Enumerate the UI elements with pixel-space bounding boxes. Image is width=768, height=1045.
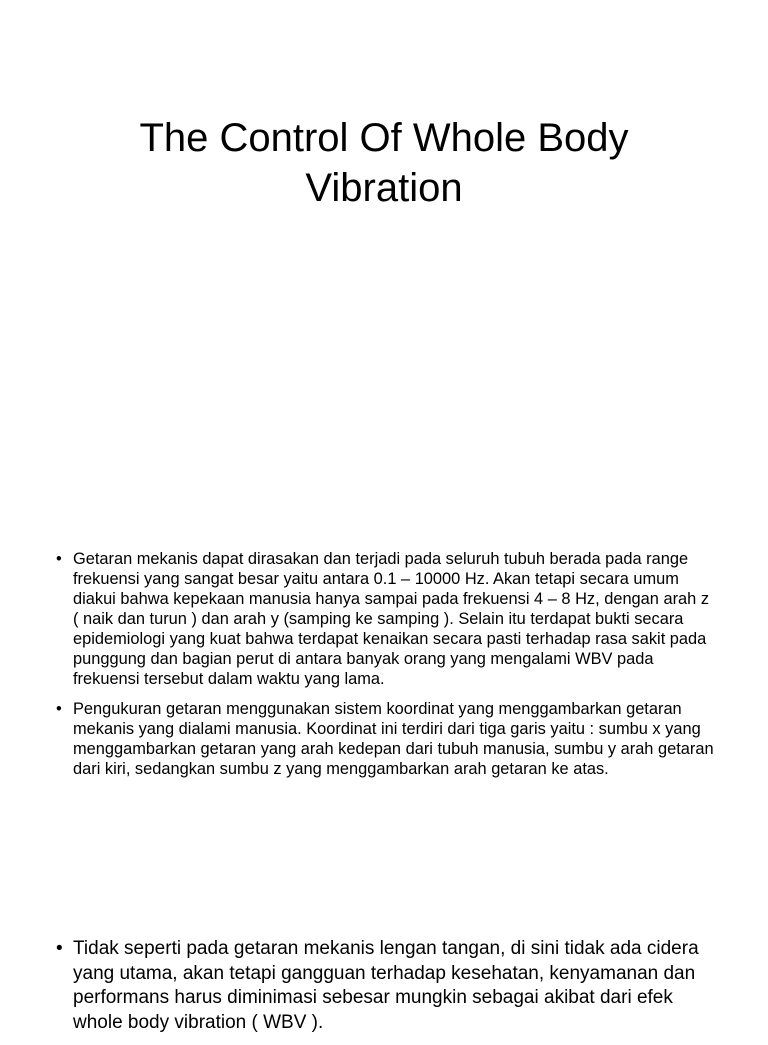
- bullet-list: [56, 937, 716, 1045]
- bullet-text: Tidak seperti pada getaran mekanis lengan tangan, di sini tidak ada cidera yang utama, akan tetapi gangguan terhadap kesehatan, kenyamanan dan performans harus diminimasi sebesar mungkin sebagai akibat dari efek whole body vibration ( WBV ).: [73, 938, 699, 1033]
- slide-title: The Control Of Whole Body Vibration: [139, 116, 629, 210]
- bullet-item: [56, 549, 716, 689]
- bullet-text: Getaran mekanis dapat dirasakan dan terjadi pada seluruh tubuh berada pada range frekuensi yang sangat besar yaitu antara 0.1 – 10000 Hz. Akan tetapi secara umum diakui bahwa kepekaan manusia hanya sampai pada frekuensi 4 – 8 Hz, dengan arah z ( naik dan turun ) dan arah y (samping ke samping ). Selain itu terdapat bukti secara epidemiologi yang kuat bahwa terdapat kenaikan secara pasti terhadap rasa sakit pada punggung dan bagian perut di antara banyak orang yang mengalami WBV pada frekuensi tersebut dalam waktu yang lama.: [73, 550, 710, 688]
- bullet-text: Pengukuran getaran menggunakan sistem koordinat yang menggambarkan getaran mekanis yang dialami manusia. Koordinat ini terdiri dari tiga garis yaitu : sumbu x yang menggambarkan getaran yang arah kedepan dari tubuh manusia, sumbu y arah getaran dari kiri, sedangkan sumbu z yang menggambarkan arah getaran ke atas.: [73, 700, 714, 778]
- bullet-list: [56, 549, 716, 789]
- bullet-marker: •: [56, 700, 62, 718]
- bullet-item: [56, 699, 716, 779]
- bullet-marker: •: [56, 550, 62, 568]
- bullet-item: [56, 937, 716, 1035]
- bullet-marker: •: [56, 938, 63, 959]
